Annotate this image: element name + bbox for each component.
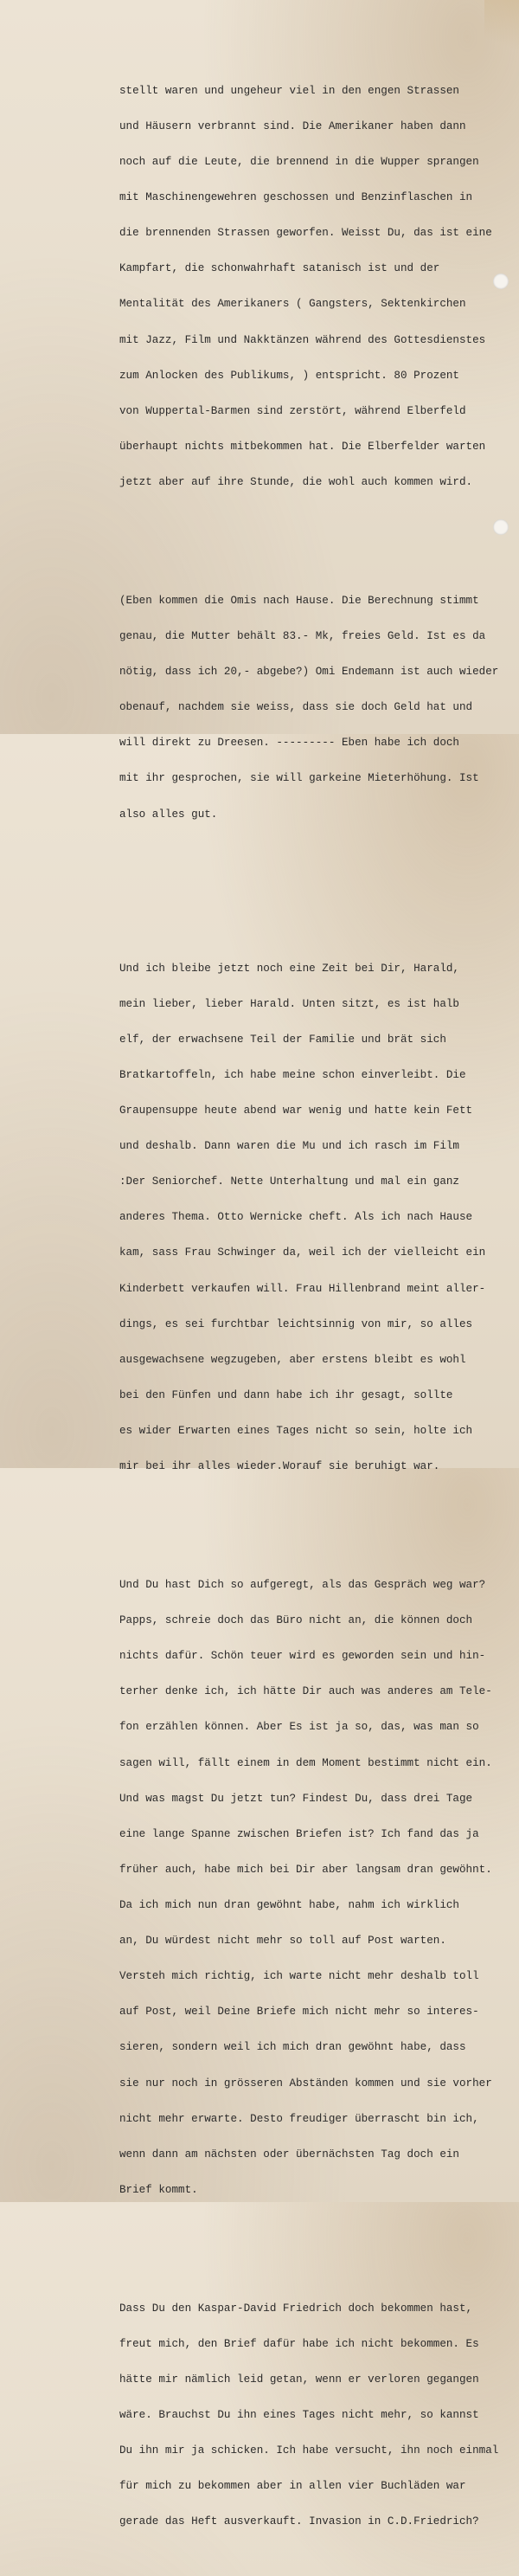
text-line: Und ich bleibe jetzt noch eine Zeit bei Dir, Harald, xyxy=(119,962,459,975)
text-line: auf Post, weil Deine Briefe mich nicht mehr so interes- xyxy=(119,2006,479,2019)
text-line: Da ich mich nun dran gewöhnt habe, nahm ich wirklich xyxy=(119,1898,459,1911)
text-line: Und Du hast Dich so aufgeregt, als das Gespräch weg war? xyxy=(119,1578,486,1591)
text-line: nichts dafür. Schön teuer wird es geworden sein und hin- xyxy=(119,1650,486,1663)
paragraph-1 xyxy=(119,61,500,512)
text-line: von Wuppertal-Barmen sind zerstört, während Elberfeld xyxy=(119,404,466,417)
text-line: zum Anlocken des Publikums, ) entspricht. 80 Prozent xyxy=(119,369,459,382)
text-line: noch auf die Leute, die brennend in die Wupper sprangen xyxy=(119,156,479,169)
text-line: Bratkartoffeln, ich habe meine schon einverleibt. Die xyxy=(119,1068,466,1081)
text-line: Versteh mich richtig, ich warte nicht mehr deshalb toll xyxy=(119,1970,479,1983)
text-line: gerade das Heft ausverkauft. Invasion in C.D.Friedrich? xyxy=(119,2515,479,2528)
text-line: Dass Du den Kaspar-David Friedrich doch bekommen hast, xyxy=(119,2302,473,2315)
text-line: wäre. Brauchst Du ihn eines Tages nicht mehr, so kannst xyxy=(119,2409,479,2422)
text-line: (Eben kommen die Omis nach Hause. Die Berechnung stimmt xyxy=(119,594,479,607)
text-line: dings, es sei furchtbar leichtsinnig von mir, so alles xyxy=(119,1317,473,1330)
text-line: sieren, sondern weil ich mich dran gewöhnt habe, dass xyxy=(119,2041,466,2054)
text-line: stellt waren und ungeheur viel in den engen Strassen xyxy=(119,84,459,97)
paragraph-gap xyxy=(119,1521,500,1533)
text-line: mit ihr gesprochen, sie will garkeine Mieterhöhung. Ist xyxy=(119,772,479,785)
text-line: Brief kommt. xyxy=(119,2183,198,2196)
paragraph-gap xyxy=(119,904,500,916)
text-line: sie nur noch in grösseren Abständen kommen und sie vorher xyxy=(119,2077,492,2090)
text-line: und Häusern verbrannt sind. Die Amerikaner haben dann xyxy=(119,119,466,132)
text-line: Kinderbett verkaufen will. Frau Hillenbrand meint aller- xyxy=(119,1282,486,1295)
text-line: kam, sass Frau Schwinger da, weil ich der vielleicht ein xyxy=(119,1246,486,1259)
text-line: also alles gut. xyxy=(119,808,218,821)
text-line: mein lieber, lieber Harald. Unten sitzt, es ist halb xyxy=(119,997,459,1010)
text-line: Papps, schreie doch das Büro nicht an, die können doch xyxy=(119,1614,473,1627)
text-line: hätte mir nämlich leid getan, wenn er verloren gegangen xyxy=(119,2373,479,2386)
paragraph-gap xyxy=(119,2244,500,2256)
text-line: ausgewachsene wegzugeben, aber erstens bleibt es wohl xyxy=(119,1353,466,1366)
text-line: jetzt aber auf ihre Stunde, die wohl auch kommen wird. xyxy=(119,476,473,489)
text-line: nötig, dass ich 20,- abgebe?) Omi Endemann ist auch wieder xyxy=(119,666,499,679)
text-line: freut mich, den Brief dafür habe ich nicht bekommen. Es xyxy=(119,2337,479,2350)
paragraph-4 xyxy=(119,1556,500,2220)
text-line: terher denke ich, ich hätte Dir auch was anderes am Tele- xyxy=(119,1685,492,1698)
text-line: und deshalb. Dann waren die Mu und ich rasch im Film xyxy=(119,1140,459,1153)
paragraph-2 xyxy=(119,572,500,845)
text-line: mit Jazz, Film und Nakktänzen während des Gottesdienstes xyxy=(119,333,486,346)
text-line: früher auch, habe mich bei Dir aber langsam dran gewöhnt. xyxy=(119,1863,492,1876)
typewritten-text xyxy=(119,38,500,2576)
text-line: will direkt zu Dreesen. --------- Eben habe ich doch xyxy=(119,737,459,750)
text-line: Graupensuppe heute abend war wenig und hatte kein Fett xyxy=(119,1104,473,1117)
text-line: Mentalität des Amerikaners ( Gangsters, Sektenkirchen xyxy=(119,298,466,311)
text-line: eine lange Spanne zwischen Briefen ist? Ich fand das ja xyxy=(119,1827,479,1840)
text-line: genau, die Mutter behält 83.- Mk, freies Geld. Ist es da xyxy=(119,630,486,643)
text-line: es wider Erwarten eines Tages nicht so sein, holte ich xyxy=(119,1424,473,1437)
text-line: die brennenden Strassen geworfen. Weisst Du, das ist eine xyxy=(119,227,492,240)
text-line: Kampfart, die schonwahrhaft satanisch ist und der xyxy=(119,262,440,275)
paragraph-3 xyxy=(119,939,500,1497)
text-line: überhaupt nichts mitbekommen hat. Die Elberfelder warten xyxy=(119,440,486,453)
paragraph-gap xyxy=(119,868,500,880)
text-line: :Der Seniorchef. Nette Unterhaltung und mal ein ganz xyxy=(119,1175,459,1188)
text-line: mir bei ihr alles wieder.Worauf sie beruhigt war. xyxy=(119,1460,440,1473)
text-line: nicht mehr erwarte. Desto freudiger überrascht bin ich, xyxy=(119,2112,479,2125)
paragraph-5 xyxy=(119,2279,500,2552)
text-line: elf, der erwachsene Teil der Familie und brät sich xyxy=(119,1033,446,1046)
text-line: obenauf, nachdem sie weiss, dass sie doch Geld hat und xyxy=(119,701,473,714)
text-line: für mich zu bekommen aber in allen vier Buchläden war xyxy=(119,2480,466,2493)
text-line: Du ihn mir ja schicken. Ich habe versucht, ihn noch einmal xyxy=(119,2444,499,2457)
text-line: Und was magst Du jetzt tun? Findest Du, dass drei Tage xyxy=(119,1792,473,1805)
text-line: anderes Thema. Otto Wernicke cheft. Als ich nach Hause xyxy=(119,1211,473,1224)
paragraph-gap xyxy=(119,537,500,549)
text-line: mit Maschinengewehren geschossen und Benzinflaschen in xyxy=(119,191,473,204)
text-line: wenn dann am nächsten oder übernächsten Tag doch ein xyxy=(119,2148,459,2161)
text-line: bei den Fünfen und dann habe ich ihr gesagt, sollte xyxy=(119,1388,453,1401)
text-line: sagen will, fällt einem in dem Moment bestimmt nicht ein. xyxy=(119,1756,492,1769)
text-line: fon erzählen können. Aber Es ist ja so, das, was man so xyxy=(119,1721,479,1734)
text-line: an, Du würdest nicht mehr so toll auf Post warten. xyxy=(119,1935,446,1948)
